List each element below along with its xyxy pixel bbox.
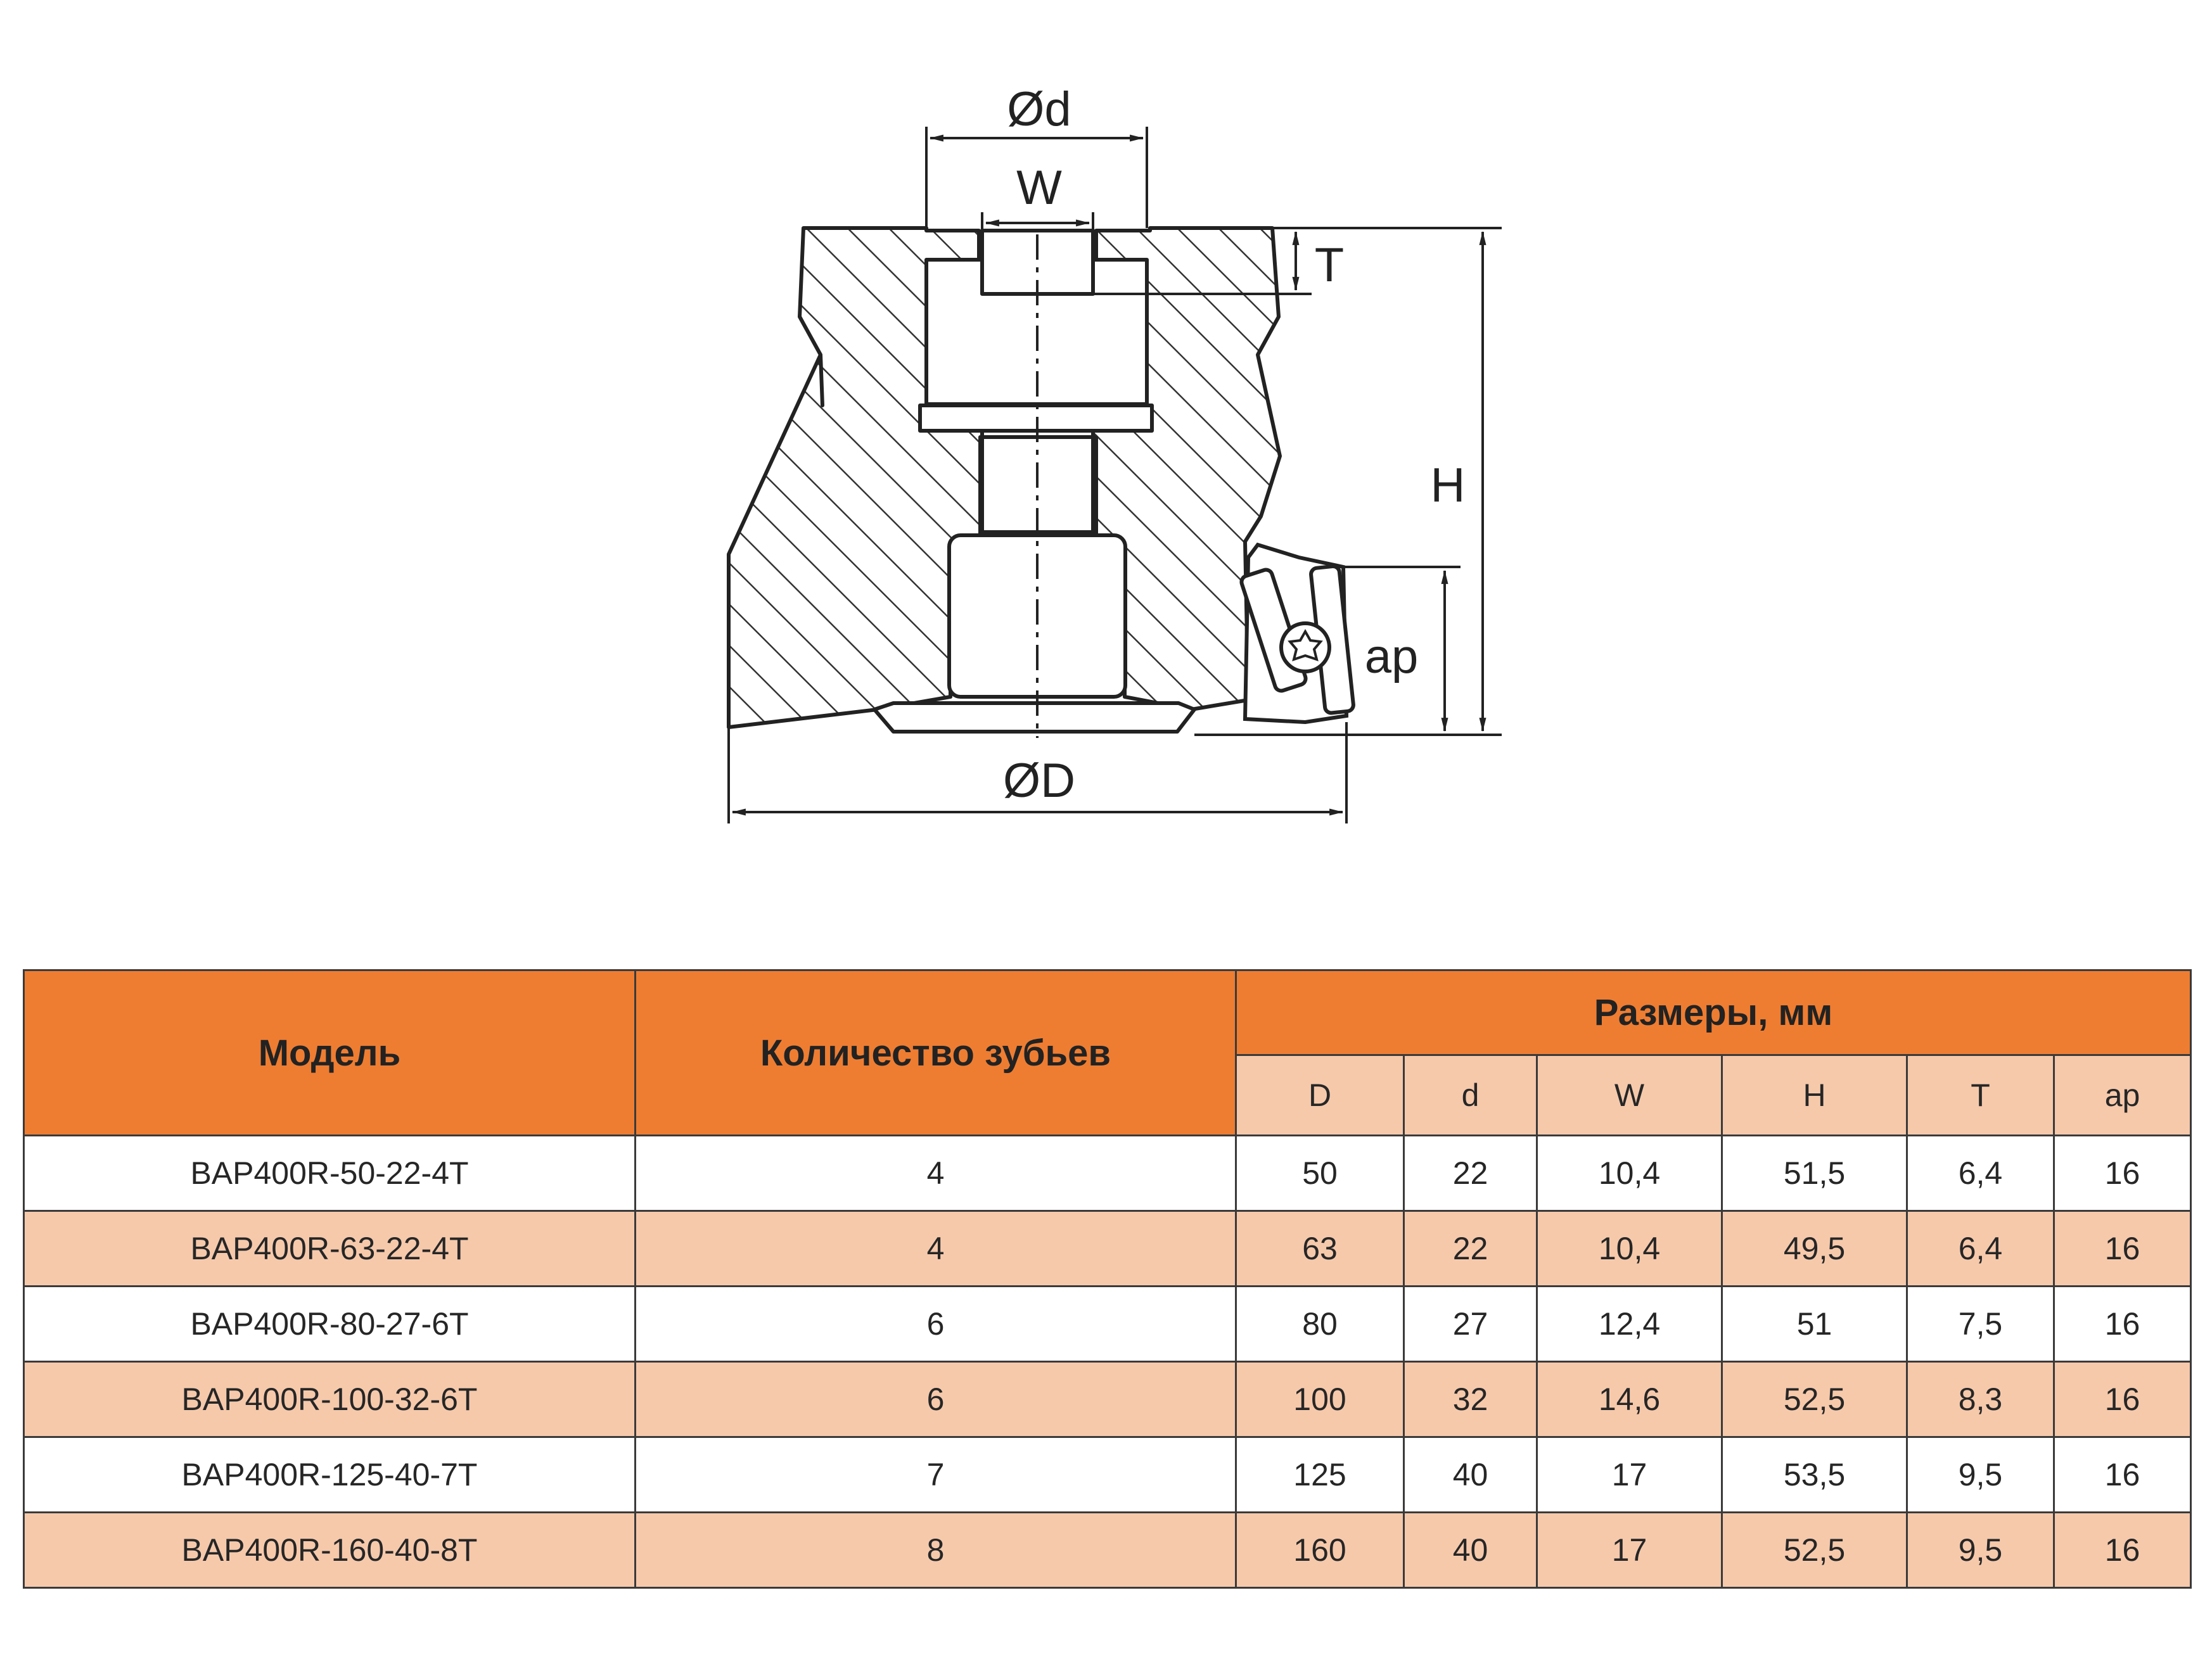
table-row xyxy=(24,1362,2191,1437)
header-dim-H: H xyxy=(1722,1055,1907,1136)
cell-teeth: 6 xyxy=(636,1362,1236,1437)
cell-model: BAP400R-125-40-7T xyxy=(24,1437,636,1513)
cell-t: 6,4 xyxy=(1907,1211,2054,1287)
cell-d: 80 xyxy=(1236,1287,1404,1362)
cell-ap: 16 xyxy=(2054,1287,2191,1362)
header-model: Модель xyxy=(24,970,636,1136)
cell-model: BAP400R-80-27-6T xyxy=(24,1287,636,1362)
cell-d: 125 xyxy=(1236,1437,1404,1513)
cell-w: 14,6 xyxy=(1537,1362,1722,1437)
cell-t: 7,5 xyxy=(1907,1287,2054,1362)
cell-d: 63 xyxy=(1236,1211,1404,1287)
cell-w: 12,4 xyxy=(1537,1287,1722,1362)
table-row xyxy=(24,1211,2191,1287)
cell-d: 32 xyxy=(1404,1362,1537,1437)
cell-d: 22 xyxy=(1404,1136,1537,1211)
label-cutting-depth: ap xyxy=(1364,630,1419,683)
cell-h: 51,5 xyxy=(1722,1136,1907,1211)
header-dim-W: W xyxy=(1537,1055,1722,1136)
cell-h: 52,5 xyxy=(1722,1362,1907,1437)
cell-d: 40 xyxy=(1404,1437,1537,1513)
cell-ap: 16 xyxy=(2054,1437,2191,1513)
header-teeth-count: Количество зубьев xyxy=(636,970,1236,1136)
cell-h: 53,5 xyxy=(1722,1437,1907,1513)
table-row xyxy=(24,1513,2191,1588)
label-height: H xyxy=(1430,459,1466,512)
cell-h: 49,5 xyxy=(1722,1211,1907,1287)
header-dimensions: Размеры, мм xyxy=(1236,970,2191,1055)
cell-w: 17 xyxy=(1537,1513,1722,1588)
specifications-table xyxy=(23,969,2192,1589)
cell-t: 9,5 xyxy=(1907,1513,2054,1588)
header-dim-D: D xyxy=(1236,1055,1404,1136)
dim-keyway-width xyxy=(982,212,1093,231)
cell-t: 9,5 xyxy=(1907,1437,2054,1513)
cell-t: 8,3 xyxy=(1907,1362,2054,1437)
label-keyway-depth: T xyxy=(1314,238,1345,292)
table-body xyxy=(24,1136,2191,1588)
cell-t: 6,4 xyxy=(1907,1136,2054,1211)
cell-ap: 16 xyxy=(2054,1136,2191,1211)
cell-d: 22 xyxy=(1404,1211,1537,1287)
label-bore-diameter: Ød xyxy=(1007,82,1071,136)
cell-h: 52,5 xyxy=(1722,1513,1907,1588)
cell-h: 51 xyxy=(1722,1287,1907,1362)
table-row xyxy=(24,1136,2191,1211)
cell-w: 10,4 xyxy=(1537,1136,1722,1211)
cell-ap: 16 xyxy=(2054,1362,2191,1437)
cell-ap: 16 xyxy=(2054,1513,2191,1588)
table-header-row xyxy=(24,970,2191,1055)
header-dim-d: d xyxy=(1404,1055,1537,1136)
header-dim-ap: ap xyxy=(2054,1055,2191,1136)
cell-ap: 16 xyxy=(2054,1211,2191,1287)
cell-model: BAP400R-100-32-6T xyxy=(24,1362,636,1437)
insert-assembly xyxy=(1240,545,1354,722)
label-keyway-width: W xyxy=(1016,161,1062,215)
cell-w: 10,4 xyxy=(1537,1211,1722,1287)
cell-d: 160 xyxy=(1236,1513,1404,1588)
label-outer-diameter: ØD xyxy=(1003,754,1075,808)
cell-teeth: 4 xyxy=(636,1136,1236,1211)
cell-d: 100 xyxy=(1236,1362,1404,1437)
header-dim-T: T xyxy=(1907,1055,2054,1136)
cell-model: BAP400R-63-22-4T xyxy=(24,1211,636,1287)
table-row xyxy=(24,1437,2191,1513)
table-row xyxy=(24,1287,2191,1362)
cell-teeth: 7 xyxy=(636,1437,1236,1513)
cell-model: BAP400R-50-22-4T xyxy=(24,1136,636,1211)
cell-d: 27 xyxy=(1404,1287,1537,1362)
body-base xyxy=(874,703,1194,732)
cell-teeth: 6 xyxy=(636,1287,1236,1362)
cell-teeth: 4 xyxy=(636,1211,1236,1287)
cell-w: 17 xyxy=(1537,1437,1722,1513)
cell-model: BAP400R-160-40-8T xyxy=(24,1513,636,1588)
cell-teeth: 8 xyxy=(636,1513,1236,1588)
cell-d: 50 xyxy=(1236,1136,1404,1211)
cutter-body xyxy=(729,228,1280,732)
cell-d: 40 xyxy=(1404,1513,1537,1588)
